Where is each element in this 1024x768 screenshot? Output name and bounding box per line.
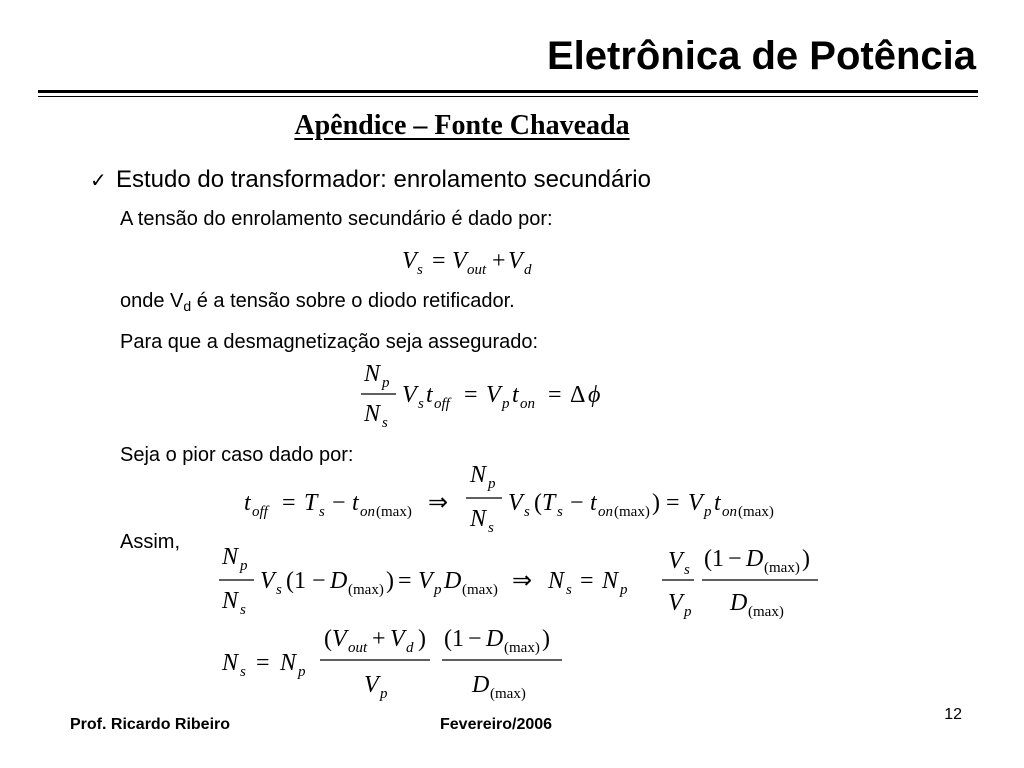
equation-secondary-turns: [218, 620, 578, 706]
svg-text:V: V: [364, 672, 379, 698]
svg-text:on: on: [360, 504, 375, 520]
svg-text:s: s: [240, 664, 246, 680]
eq-symbol: s: [417, 262, 423, 278]
svg-text:V: V: [390, 626, 405, 652]
eq-symbol: V: [452, 248, 467, 274]
svg-text:=: =: [256, 650, 270, 676]
svg-text:−: −: [570, 490, 584, 516]
svg-text:N: N: [280, 650, 297, 676]
footer-date: Fevereiro/2006: [440, 716, 553, 733]
svg-text:): ): [802, 546, 810, 572]
eq-operator: =: [432, 248, 446, 274]
svg-text:Δ: Δ: [570, 382, 586, 408]
page-number: 12: [944, 706, 962, 723]
svg-text:−: −: [332, 490, 346, 516]
svg-text:V: V: [402, 382, 417, 408]
svg-text:s: s: [488, 520, 494, 536]
svg-text:=: =: [282, 490, 296, 516]
svg-text:(max): (max): [490, 686, 526, 702]
svg-text:): ): [386, 568, 394, 594]
svg-text:−: −: [312, 568, 326, 594]
equation-demagnetization: [360, 355, 620, 435]
header-rule-thick: [38, 90, 978, 93]
svg-text:V: V: [486, 382, 501, 408]
svg-text:p: p: [298, 664, 306, 680]
svg-text:N: N: [470, 506, 487, 532]
svg-text:s: s: [382, 415, 388, 431]
svg-text:p: p: [684, 604, 692, 620]
eq-symbol: V: [402, 248, 417, 274]
svg-text:D: D: [746, 546, 764, 572]
footer-author: Prof. Ricardo Ribeiro: [70, 716, 231, 733]
implies-arrow: ⇒: [428, 490, 449, 516]
svg-text:N: N: [364, 361, 381, 387]
svg-text:p: p: [434, 582, 442, 598]
svg-text:V: V: [260, 568, 275, 594]
svg-text:(1: (1: [704, 546, 724, 572]
svg-text:V: V: [418, 568, 433, 594]
svg-text:p: p: [382, 375, 390, 391]
svg-text:p: p: [704, 504, 712, 520]
equation-turns-ratio: [218, 540, 828, 626]
svg-text:t: t: [512, 382, 519, 408]
svg-text:T: T: [304, 490, 318, 516]
svg-text:D: D: [330, 568, 348, 594]
svg-text:D: D: [444, 568, 462, 594]
checkmark-icon: ✓: [90, 168, 107, 192]
svg-text:s: s: [524, 504, 530, 520]
svg-text:D: D: [730, 590, 748, 616]
svg-text:t: t: [426, 382, 433, 408]
svg-text:D: D: [472, 672, 490, 698]
svg-text:N: N: [222, 588, 239, 614]
svg-text:(max): (max): [614, 504, 650, 520]
svg-text:(max): (max): [764, 560, 800, 576]
svg-text:N: N: [222, 650, 239, 676]
svg-text:(max): (max): [738, 504, 774, 520]
slide-title: Eletrônica de Potência: [546, 34, 976, 78]
svg-text:s: s: [557, 504, 563, 520]
svg-text:on: on: [598, 504, 613, 520]
svg-text:t: t: [352, 490, 359, 516]
svg-text:(max): (max): [748, 604, 784, 620]
svg-text:(: (: [324, 626, 332, 652]
implies-arrow: ⇒: [512, 568, 533, 594]
svg-text:s: s: [418, 396, 424, 412]
eq-symbol: d: [524, 262, 532, 278]
svg-text:s: s: [240, 602, 246, 618]
svg-text:N: N: [602, 568, 619, 594]
svg-text:t: t: [590, 490, 597, 516]
svg-text:V: V: [508, 490, 523, 516]
svg-text:(max): (max): [462, 582, 498, 598]
text-line-5: Assim,: [120, 531, 180, 553]
eq-operator: +: [492, 248, 506, 274]
header-rule-thin: [38, 96, 978, 97]
text-line-3: Para que a desmagnetização seja assegurado:: [120, 331, 539, 353]
bullet-item: [90, 167, 651, 193]
section-subtitle: Apêndice – Fonte Chaveada: [294, 110, 630, 141]
svg-text:p: p: [620, 582, 628, 598]
svg-text:=: =: [580, 568, 594, 594]
svg-text:s: s: [276, 582, 282, 598]
svg-text:−: −: [468, 626, 482, 652]
svg-text:=: =: [666, 490, 680, 516]
svg-text:=: =: [464, 382, 478, 408]
svg-text:(: (: [534, 490, 542, 516]
svg-text:out: out: [348, 640, 368, 656]
svg-text:=: =: [548, 382, 562, 408]
svg-text:N: N: [364, 401, 381, 427]
svg-text:): ): [542, 626, 550, 652]
svg-text:off: off: [434, 396, 450, 412]
svg-text:p: p: [488, 476, 496, 492]
svg-text:D: D: [486, 626, 504, 652]
svg-text:V: V: [668, 548, 683, 574]
svg-text:V: V: [688, 490, 703, 516]
svg-text:): ): [652, 490, 660, 516]
svg-text:=: =: [398, 568, 412, 594]
equation-secondary-voltage: [400, 240, 560, 280]
svg-text:−: −: [728, 546, 742, 572]
svg-text:d: d: [406, 640, 414, 656]
svg-text:+: +: [372, 626, 386, 652]
svg-text:off: off: [252, 504, 268, 520]
text-line-4: Seja o pior caso dado por:: [120, 444, 354, 466]
svg-text:V: V: [332, 626, 347, 652]
text-line-2: onde $V_d$ é a tensão sobre o diodo retificador.: [120, 290, 515, 314]
svg-text:on: on: [520, 396, 535, 412]
svg-text:N: N: [548, 568, 565, 594]
svg-text:(1: (1: [286, 568, 306, 594]
svg-text:V: V: [668, 590, 683, 616]
svg-text:(max): (max): [348, 582, 384, 598]
svg-text:s: s: [319, 504, 325, 520]
svg-text:(1: (1: [444, 626, 464, 652]
bullet-text: Estudo do transformador: enrolamento secundário: [116, 166, 651, 193]
eq-symbol: out: [467, 262, 487, 278]
svg-text:ϕ: ϕ: [588, 382, 601, 408]
svg-text:(max): (max): [376, 504, 412, 520]
svg-text:on: on: [722, 504, 737, 520]
text-line-1: A tensão do enrolamento secundário é dado por:: [120, 208, 553, 230]
eq-symbol: V: [508, 248, 523, 274]
svg-text:T: T: [542, 490, 556, 516]
svg-text:N: N: [222, 544, 239, 570]
svg-text:p: p: [380, 686, 388, 702]
svg-text:s: s: [684, 562, 690, 578]
svg-text:t: t: [714, 490, 721, 516]
equation-worst-case: [242, 460, 802, 540]
svg-text:p: p: [240, 558, 248, 574]
svg-text:(max): (max): [504, 640, 540, 656]
svg-text:t: t: [244, 490, 251, 516]
svg-text:N: N: [470, 462, 487, 488]
svg-text:): ): [418, 626, 426, 652]
svg-text:p: p: [502, 396, 510, 412]
svg-text:s: s: [566, 582, 572, 598]
